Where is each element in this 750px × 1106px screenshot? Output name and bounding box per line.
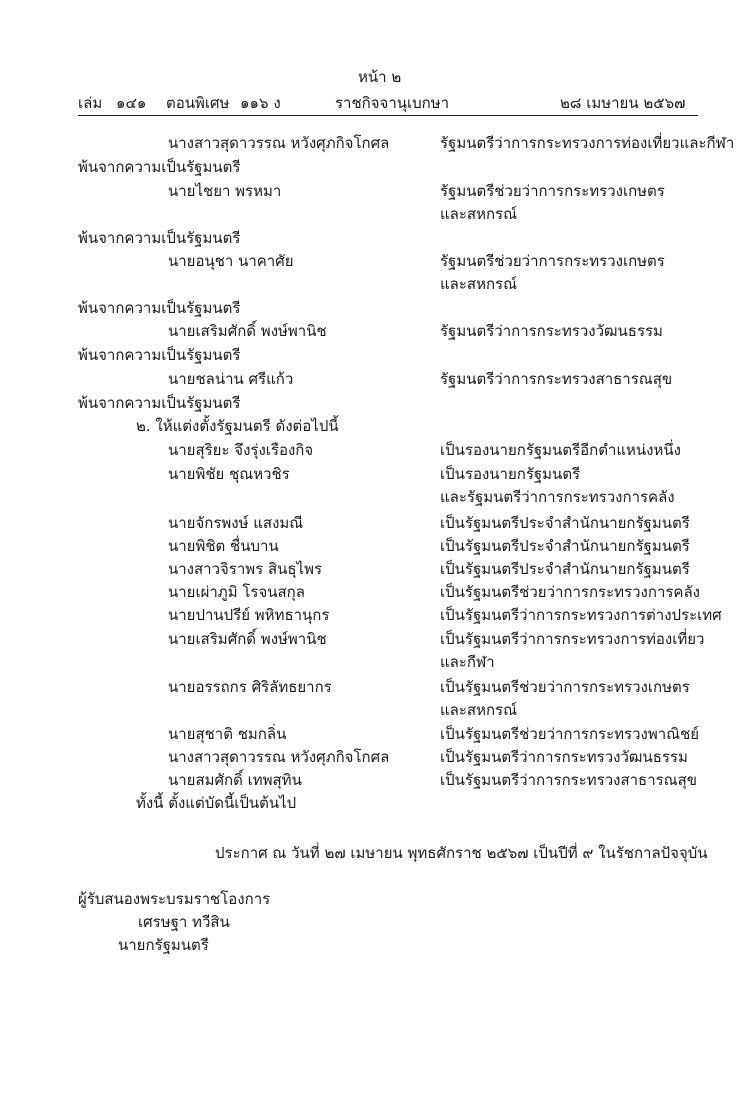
section-heading: ๒. ให้แต่งตั้งรัฐมนตรี ดังต่อไปนี้ (136, 417, 339, 435)
removal-position: รัฐมนตรีช่วยว่าการกระทรวงเกษตร (440, 252, 665, 270)
header-divider (78, 115, 698, 116)
removal-position: รัฐมนตรีว่าการกระทรวงการท่องเที่ยวและกีฬา (440, 134, 735, 152)
appointee-name: นายเสริมศักดิ์ พงษ์พานิช (168, 630, 327, 648)
removal-name: นายชลน่าน ศรีแก้ว (168, 370, 294, 388)
appointee-name: นายเผ่าภูมิ โรจนสกุล (168, 583, 305, 601)
appointee-position: เป็นรัฐมนตรีว่าการกระทรวงการท่องเที่ยว (440, 630, 705, 648)
appointee-name: นายพิชัย ชุณหวชิร (168, 465, 290, 483)
appointee-position: เป็นรัฐมนตรีประจำสำนักนายกรัฐมนตรี (440, 537, 690, 555)
effective-clause: ทั้งนี้ ตั้งแต่บัดนี้เป็นต้นไป (136, 794, 297, 812)
volume-number: ๑๔๑ (116, 94, 147, 112)
section-number: ๑๑๖ ง (240, 94, 281, 112)
appointee-position-cont: และกีฬา (440, 653, 495, 671)
appointee-name: นายพิชิต ชื่นบาน (168, 537, 279, 555)
appointee-position: เป็นรัฐมนตรีว่าการกระทรวงวัฒนธรรม (440, 748, 688, 766)
publication-date: ๒๘ เมษายน ๒๕๖๗ (560, 94, 686, 112)
removal-label: พ้นจากความเป็นรัฐมนตรี (78, 229, 241, 247)
appointee-position: เป็นรองนายกรัฐมนตรี (440, 465, 581, 483)
appointee-position-cont: และสหกรณ์ (440, 701, 518, 719)
signatory-name: เศรษฐา ทวีสิน (138, 913, 230, 931)
volume-label: เล่ม (78, 94, 103, 112)
removal-name: นายเสริมศักดิ์ พงษ์พานิช (168, 322, 327, 340)
appointee-position: เป็นรัฐมนตรีช่วยว่าการกระทรวงพาณิชย์ (440, 725, 700, 743)
section-label: ตอนพิเศษ (166, 94, 230, 112)
removal-position: รัฐมนตรีช่วยว่าการกระทรวงเกษตร (440, 182, 665, 200)
appointee-name: นางสาวจิราพร สินธุไพร (168, 560, 323, 578)
appointee-name: นางสาวสุดาวรรณ หวังศุภกิจโกศล (168, 748, 390, 766)
appointee-position: เป็นรัฐมนตรีช่วยว่าการกระทรวงการคลัง (440, 583, 700, 601)
signatory-title: นายกรัฐมนตรี (118, 936, 209, 954)
publication-name: ราชกิจจานุเบกษา (335, 94, 450, 112)
removal-name: นางสาวสุดาวรรณ หวังศุภกิจโกศล (168, 134, 390, 152)
appointee-position: เป็นรัฐมนตรีประจำสำนักนายกรัฐมนตรี (440, 560, 690, 578)
removal-name: นายไชยา พรหมา (168, 182, 282, 200)
appointee-name: นายสุชาติ ชมกลิ่น (168, 725, 287, 743)
appointee-position: เป็นรองนายกรัฐมนตรีอีกตำแหน่งหนึ่ง (440, 441, 681, 459)
appointee-name: นายปานปรีย์ พหิทธานุกร (168, 606, 330, 624)
countersign-label: ผู้รับสนองพระบรมราชโองการ (78, 890, 271, 908)
appointee-name: นายสมศักดิ์ เทพสุทิน (168, 771, 302, 789)
removal-name: นายอนุชา นาคาศัย (168, 252, 294, 270)
removal-label: พ้นจากความเป็นรัฐมนตรี (78, 299, 241, 317)
appointee-position: เป็นรัฐมนตรีช่วยว่าการกระทรวงเกษตร (440, 678, 690, 696)
page-number: หน้า ๒ (358, 68, 402, 86)
proclamation-date: ประกาศ ณ วันที่ ๒๗ เมษายน พุทธศักราช ๒๕๖๗ เป็นปีที่ ๙ ในรัชกาลปัจจุบัน (215, 844, 708, 862)
appointee-position-cont: และรัฐมนตรีว่าการกระทรวงการคลัง (440, 488, 675, 506)
appointee-position: เป็นรัฐมนตรีว่าการกระทรวงสาธารณสุข (440, 771, 698, 789)
removal-position: รัฐมนตรีว่าการกระทรวงสาธารณสุข (440, 370, 673, 388)
appointee-name: นายจักรพงษ์ แสงมณี (168, 514, 304, 532)
removal-position-cont: และสหกรณ์ (440, 275, 518, 293)
removal-position: รัฐมนตรีว่าการกระทรวงวัฒนธรรม (440, 322, 663, 340)
appointee-position: เป็นรัฐมนตรีว่าการกระทรวงการต่างประเทศ (440, 606, 722, 624)
appointee-name: นายสุริยะ จึงรุ่งเรืองกิจ (168, 441, 314, 459)
appointee-name: นายอรรถกร ศิริลัทธยากร (168, 678, 332, 696)
removal-label: พ้นจากความเป็นรัฐมนตรี (78, 394, 241, 412)
removal-label: พ้นจากความเป็นรัฐมนตรี (78, 346, 241, 364)
appointee-position: เป็นรัฐมนตรีประจำสำนักนายกรัฐมนตรี (440, 514, 690, 532)
removal-position-cont: และสหกรณ์ (440, 205, 518, 223)
removal-label: พ้นจากความเป็นรัฐมนตรี (78, 158, 241, 176)
